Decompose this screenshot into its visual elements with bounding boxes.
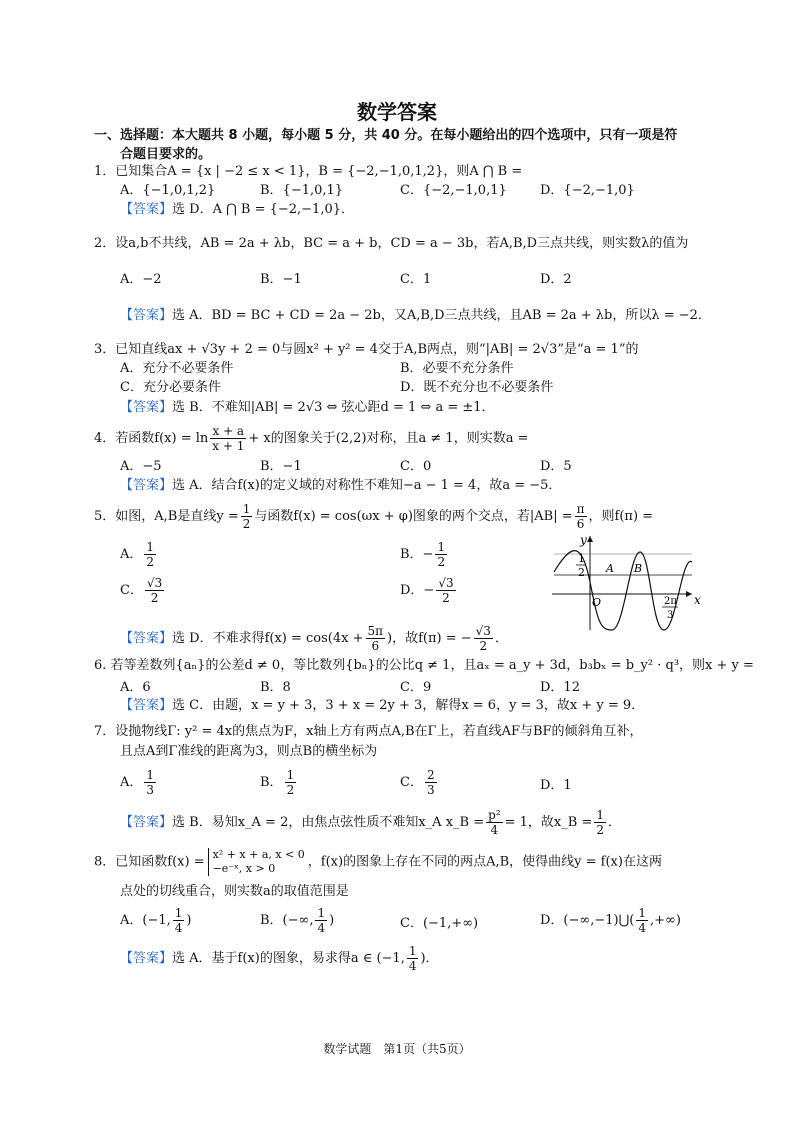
question-4-stem: 4．若函数f(x) = ln $\frac{x + a}{x + 1}$ + x的图象关于(2,2)对称，且a ≠ 1，则实数a = [94,424,529,453]
q1-option-d: D．{−2,−1,0} [540,183,635,198]
point-a-label: A [606,562,614,575]
x-axis-label: x [694,593,701,607]
question-6-stem: 6. 若等差数列{aₙ}的公差d ≠ 0，等比数列{bₙ}的公比q ≠ 1，且aₓ = a_y + 3d，b₃bₓ = b_y² · q³，则x + y = [94,658,754,673]
q3-option-b: B．必要不充分条件 [400,361,514,376]
q8-option-b: B．(−∞, $\frac{1}{4}$ ) [260,906,335,935]
cosine-graph-figure [552,532,700,632]
q1-option-a: A．{−1,0,1,2} [120,183,216,198]
q2-option-d: D．2 [540,272,572,287]
tick-numerator: 2π [664,596,677,607]
q7-option-d: D．1 [540,778,572,793]
q8-option-c: C．(−1,+∞) [400,916,479,931]
q2-option-b: B．−1 [260,272,302,287]
q8-answer: 【答案】选 A．基于f(x)的图象，易求得a ∈ (−1, $\frac{1}{4}$ )． [120,944,439,973]
q2-option-a: A．−2 [120,272,162,287]
q6-option-d: D．12 [540,680,580,695]
q7-option-a: A． $\frac{1}{3}$ [120,768,155,797]
page-footer: 数学试题 第1页（共5页） [323,1042,471,1056]
q5-option-b: B．− $\frac{1}{2}$ [400,540,446,569]
q6-answer: 【答案】选 C．由题，x = y + 3，3 + x = 2y + 3，解得x = 6，y = 3，故x + y = 9． [120,698,645,713]
q6-option-a: A．6 [120,680,151,695]
q5-option-c: C． $\frac{√3}{2}$ [120,576,163,605]
q2-answer: 【答案】选 A．BD = BC + CD = 2a − 2b，又A,B,D三点共线，且AB = 2a + λb，所以λ = −2． [120,308,711,323]
q5-answer: 【答案】选 D．不难求得f(x) = cos(4x + $\frac{5\pi}{6}$ )，故f(π) = − $\frac{√3}{2}$ ． [120,624,508,653]
question-7-stem-line2: 且点A到Γ准线的距离为3，则点B的横坐标为 [120,744,378,759]
q3-option-d: D．既不充分也不必要条件 [400,380,554,395]
half-numerator: 1 [578,552,585,565]
q6-option-c: C．9 [400,680,432,695]
q3-answer: 【答案】选 B．不难知|AB| = 2√3 ⇔ 弦心距d = 1 ⇔ a = ±1． [120,400,495,415]
question-8-stem: 8．已知函数f(x) = x² + x + a, x < 0 −e⁻ˣ, x > 0 ，f(x)的图象上存在不同的两点A,B，使得曲线y = f(x)在这两 [94,848,662,875]
fraction: $\frac{x + a}{x + 1}$ [212,424,245,453]
q4-option-d: D．5 [540,459,572,474]
q1-answer: 【答案】选 D．A ⋂ B = {−2,−1,0}． [120,202,355,217]
q3-option-c: C．充分必要条件 [120,380,221,395]
point-b-label: B [634,562,643,575]
q2-option-c: C．1 [400,272,432,287]
y-axis-arrow [587,536,593,542]
q4-option-a: A．−5 [120,459,162,474]
page-title: 数学答案 [357,100,437,124]
origin-label: O [592,596,602,609]
q8-option-a: A．(−1, $\frac{1}{4}$ ) [120,906,192,935]
q6-option-b: B．8 [260,680,291,695]
question-8-stem-line2: 点处的切线重合，则实数a的取值范围是 [120,884,349,899]
q5-option-d: D．− $\frac{√3}{2}$ [400,576,454,605]
q7-option-c: C． $\frac{2}{3}$ [400,768,435,797]
q7-option-b: B． $\frac{1}{2}$ [260,768,295,797]
question-5-stem: 5．如图，A,B是直线y = $\frac{1}{2}$ 与函数f(x) = cos(ωx + φ)图象的两个交点，若|AB| = $\frac{\pi}{6}$ ，则f(π) = [94,502,654,531]
piecewise-cases: x² + x + a, x < 0 −e⁻ˣ, x > 0 [208,848,305,876]
y-axis-label: y [580,533,587,547]
q4-answer: 【答案】选 A．结合f(x)的定义域的对称性不难知−a − 1 = 4，故a = −5． [120,478,562,493]
q3-option-a: A．充分不必要条件 [120,361,234,376]
half-denominator: 2 [578,566,585,579]
q8-option-d: D．(−∞,−1)⋃( $\frac{1}{4}$ ,+∞) [540,906,681,935]
answer-tag: 【答案】 [120,202,173,217]
section-heading: 一、选择题：本大题共 8 小题，每小题 5 分，共 40 分。在每小题给出的四个选项中，只有一项是符 合题目要求的。 [94,128,678,162]
q7-answer: 【答案】选 B．易知x_A = 2，由焦点弦性质不难知x_A x_B = $\frac{\text{p²}}{4}$ = 1，故x_B = $\frac{1}{2}$ ． [120,808,621,837]
x-axis-arrow [686,591,692,597]
question-1-stem: 1．已知集合A = {x | −2 ≤ x < 1}，B = {−2,−1,0,1,2}，则A ⋂ B = [94,164,523,179]
question-2-stem: 2．设a,b不共线，AB = 2a + λb，BC = a + b，CD = a − 3b，若A,B,D三点共线，则实数λ的值为 [94,236,689,251]
q1-option-b: B．{−1,0,1} [260,183,344,198]
q5-option-a: A． $\frac{1}{2}$ [120,540,155,569]
q1-option-c: C．{−2,−1,0,1} [400,183,507,198]
tick-denominator: 3 [667,610,674,621]
question-7-stem-line1: 7．设抛物线Γ: y² = 4x的焦点为F，x轴上方有两点A,B在Γ上，若直线AF与BF的倾斜角互补， [94,724,643,739]
q4-option-b: B．−1 [260,459,302,474]
question-3-stem: 3．已知直线ax + √3y + 2 = 0与圆x² + y² = 4交于A,B两点，则“|AB| = 2√3”是“a = 1”的 [94,342,639,357]
q4-option-c: C．0 [400,459,432,474]
